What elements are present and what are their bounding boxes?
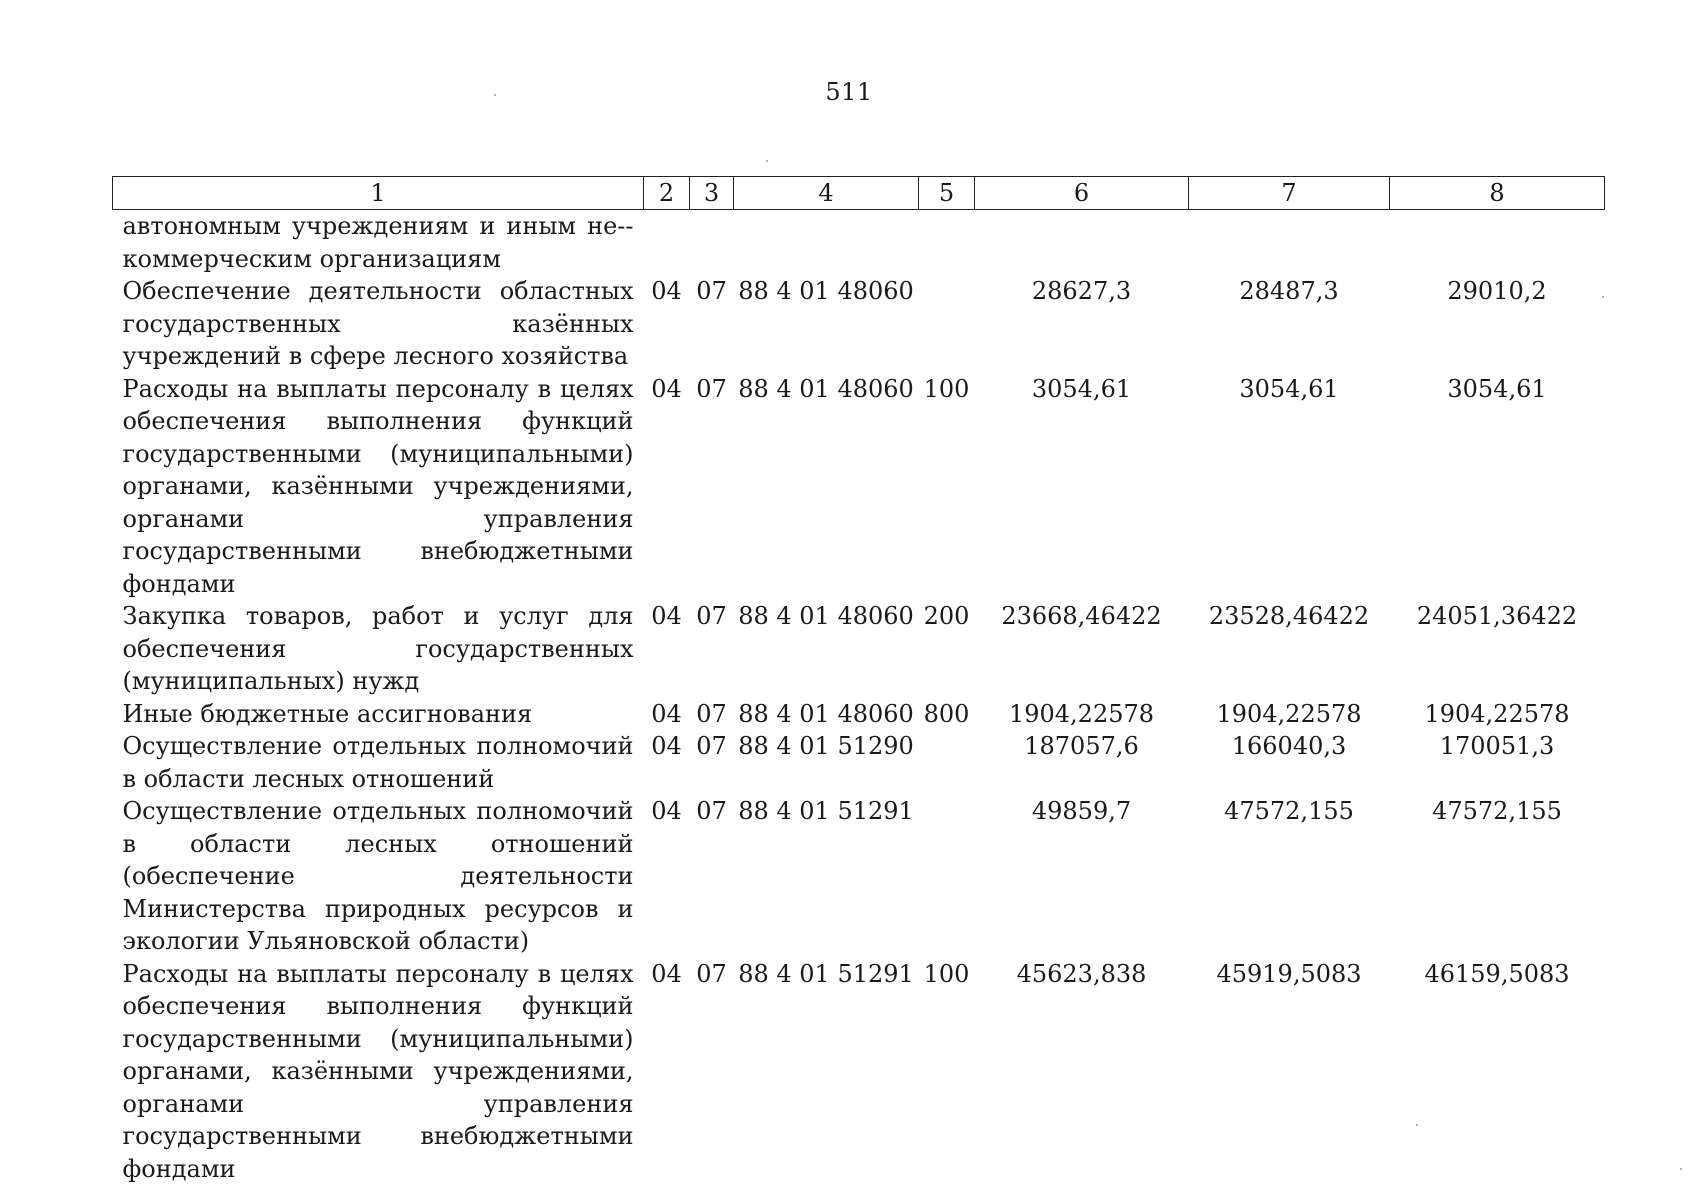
amount-col-8: 46159,5083: [1424, 959, 1570, 988]
header-row: [113, 177, 1605, 210]
column-header-5: 5: [919, 177, 975, 210]
amount-col-6: 187057,6: [1024, 732, 1139, 760]
table-row: [113, 730, 1605, 795]
row-name: Осуществление отдельных полномочий в области лесных отношений: [122, 732, 634, 793]
amount-col-8: 24051,36422: [1416, 602, 1578, 630]
scan-speck: [494, 94, 496, 96]
target-article-code: 88 4 01 48060: [738, 602, 914, 630]
row-name: Осуществление отдельных полномочий в области лесных отношений (обеспечение деятельности Министерства природных ресурсов и экологии Ульяновской области): [122, 797, 634, 955]
target-article-code: 88 4 01 48060: [738, 699, 914, 728]
section-code: 04: [651, 732, 682, 760]
amount-col-8: [1390, 210, 1605, 276]
column-header-6: 6: [975, 177, 1189, 210]
amount-col-7: 45919,5083: [1216, 959, 1362, 988]
amount-col-6: 28627,3: [1031, 277, 1132, 305]
section-code: 04: [651, 277, 682, 305]
column-header-7: 7: [1189, 177, 1390, 210]
amount-col-6: 23668,46422: [1001, 602, 1162, 630]
row-name: Расходы на выплаты персоналу в целях обеспечения выполнения функций государственными (муниципальными) органами, казёнными учреждениями, органами управления государственными внебюджетными фондами: [122, 374, 634, 598]
scan-speck: [1602, 296, 1604, 298]
page-number: 511: [825, 78, 873, 106]
section-code: 04: [651, 374, 682, 403]
expense-type-code: [919, 275, 975, 373]
table-row: [113, 958, 1605, 1186]
table-row: [113, 600, 1605, 698]
table-body: [113, 210, 1605, 1186]
amount-col-8: 29010,2: [1447, 277, 1547, 305]
amount-col-6: 1904,22578: [1008, 699, 1155, 728]
expense-type-code: [919, 210, 975, 276]
section-code: 04: [651, 602, 682, 630]
scan-speck: [1416, 1124, 1418, 1126]
subsection-code: 07: [696, 732, 727, 760]
amount-col-6: 49859,7: [1031, 797, 1132, 825]
row-name: Закупка товаров, работ и услуг для обеспечения государственных (муниципальных) нужд: [122, 602, 634, 695]
expense-type-code: 800: [923, 699, 970, 728]
amount-col-8: 47572,155: [1432, 797, 1562, 825]
column-header-4: 4: [734, 177, 919, 210]
section-code: 04: [651, 797, 682, 825]
subsection-code: 07: [696, 797, 727, 825]
table-row: [113, 795, 1605, 958]
budget-table: [112, 176, 1605, 1185]
target-article-code: [734, 210, 919, 276]
amount-col-7: 23528,46422: [1208, 602, 1370, 630]
target-article-code: 88 4 01 51291: [738, 797, 914, 825]
scan-speck: [766, 160, 768, 162]
table-row: [113, 698, 1605, 731]
subsection-code: 07: [696, 374, 727, 403]
table-row: [113, 275, 1605, 373]
amount-col-6: [975, 210, 1189, 276]
table-row: [113, 373, 1605, 601]
subsection-code: 07: [696, 699, 727, 728]
subsection-code: 07: [696, 959, 727, 988]
row-name: Расходы на выплаты персоналу в целях обеспечения выполнения функций государственными (муниципальными) органами, казёнными учреждениями, органами управления государственными внебюджетными фондами: [122, 959, 634, 1183]
expense-type-code: 100: [923, 374, 970, 403]
expense-type-code: [919, 730, 975, 795]
row-name: Иные бюджетные ассигнования: [122, 699, 533, 728]
amount-col-7: 166040,3: [1231, 732, 1347, 760]
row-name: Обеспечение деятельности областных государственных казённых учреждений в сфере лесного хозяйства: [122, 277, 634, 370]
expense-type-code: 100: [923, 959, 970, 988]
target-article-code: 88 4 01 48060: [738, 277, 914, 305]
column-header-1: 1: [113, 177, 644, 210]
column-header-3: 3: [690, 177, 734, 210]
amount-col-7: 1904,22578: [1216, 699, 1362, 728]
amount-col-7: [1189, 210, 1390, 276]
amount-col-6: 45623,838: [1016, 959, 1147, 988]
amount-col-7: 3054,61: [1239, 374, 1339, 403]
scan-speck: [1680, 1168, 1682, 1170]
amount-col-7: 28487,3: [1239, 277, 1339, 305]
expense-type-code: 200: [923, 602, 970, 630]
amount-col-8: 1904,22578: [1424, 699, 1570, 728]
target-article-code: 88 4 01 51290: [738, 732, 914, 760]
subsection-code: [690, 210, 734, 276]
subsection-code: 07: [696, 602, 727, 630]
expense-type-code: [919, 795, 975, 958]
amount-col-8: 170051,3: [1439, 732, 1555, 760]
column-header-8: 8: [1390, 177, 1605, 210]
target-article-code: 88 4 01 48060: [738, 374, 914, 403]
section-code: 04: [651, 699, 682, 728]
amount-col-8: 3054,61: [1447, 374, 1547, 403]
amount-col-7: 47572,155: [1224, 797, 1354, 825]
table-header: [113, 177, 1605, 210]
section-code: 04: [651, 959, 682, 988]
table-row: [113, 210, 1605, 276]
amount-col-6: 3054,61: [1031, 374, 1132, 403]
row-name: автономным учреждениям и иным не-коммерческим организациям: [122, 212, 634, 273]
column-header-2: 2: [644, 177, 690, 210]
section-code: [644, 210, 690, 276]
target-article-code: 88 4 01 51291: [738, 959, 914, 988]
subsection-code: 07: [696, 277, 727, 305]
